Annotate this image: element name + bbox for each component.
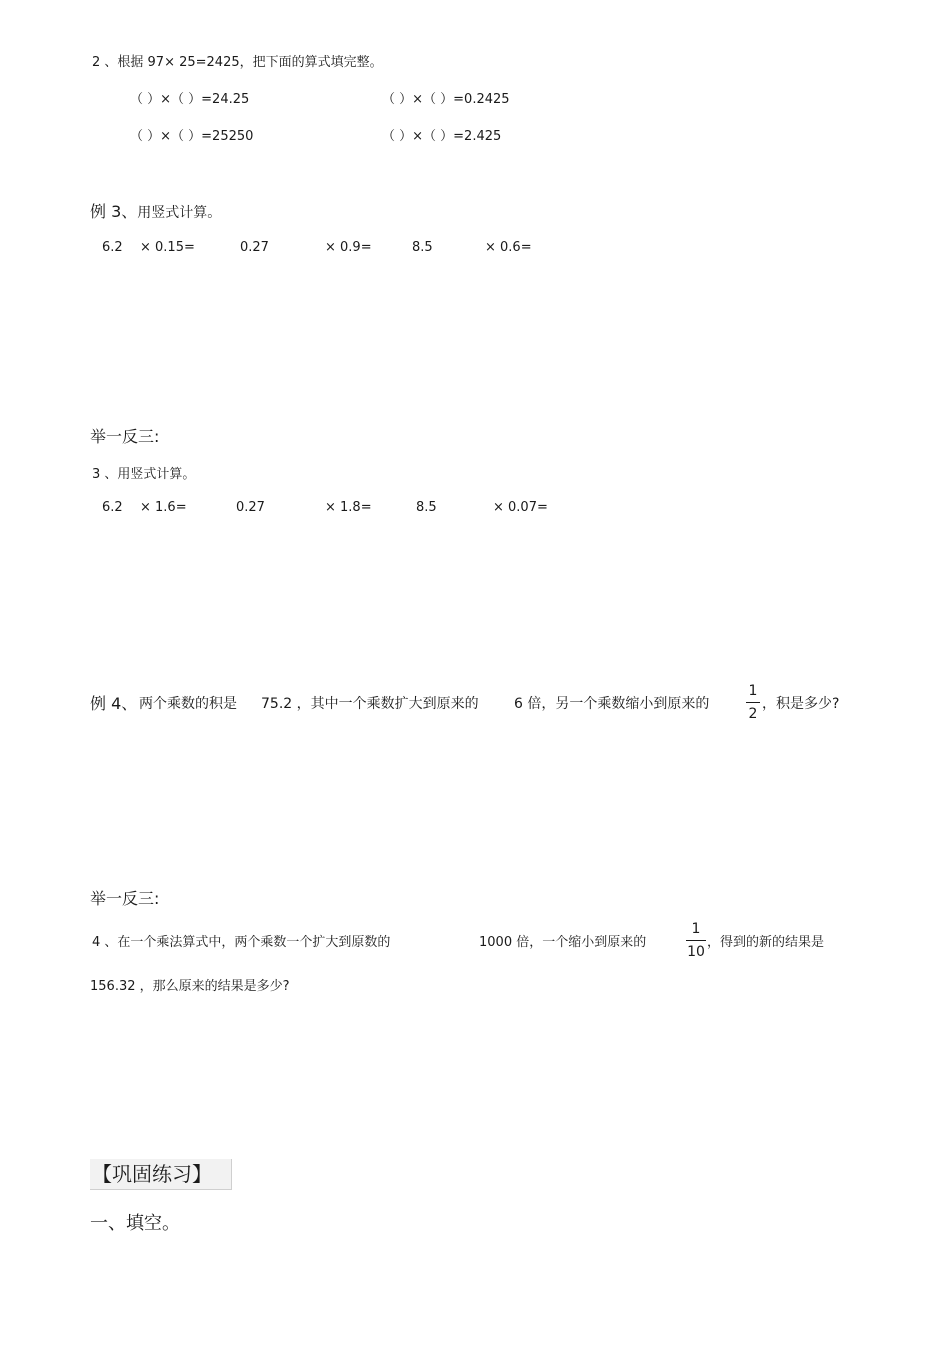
fraction-denominator: 10 (687, 944, 705, 960)
q2-prompt: 2 、根据 97× 25=2425，把下面的算式填完整。 (92, 55, 383, 70)
q2-blank-4: （ ）×（ ）=2.425 (382, 129, 502, 144)
example-4-label: 例 4、 (90, 694, 138, 713)
example-4-seg1: 两个乘数的积是 (139, 696, 237, 712)
example-4-fraction (746, 682, 760, 723)
ex3-item-3-a: 8.5 (412, 240, 433, 255)
example-3-heading (90, 199, 221, 222)
example-3-text: 用竖式计算。 (137, 205, 222, 221)
p1-item-1-b: × 1.6= (140, 500, 187, 515)
example-4-num2: 6 倍，另一个乘数缩小到原来的 (514, 696, 710, 712)
p1-item-3-a: 8.5 (416, 500, 437, 515)
p1-item-3-b: × 0.07= (493, 500, 548, 515)
section-fill-blank: 一、填空。 (90, 1213, 180, 1234)
practice-2-tail: ，得到的新的结果是 (707, 935, 825, 950)
fraction-bar (686, 940, 706, 941)
ex3-item-2-b: × 0.9= (325, 240, 372, 255)
p1-item-2-b: × 1.8= (325, 500, 372, 515)
consolidation-title: 【巩固练习】 (90, 1159, 232, 1190)
fraction-bar (746, 702, 760, 703)
practice-2-title: 举一反三: (90, 889, 160, 908)
example-4-tail: ，积是多少? (762, 696, 840, 712)
example-3-label: 例 3、 (90, 202, 138, 221)
fraction-denominator: 2 (748, 706, 758, 722)
fraction-numerator: 1 (691, 921, 701, 937)
ex3-item-1-a: 6.2 (102, 240, 123, 255)
practice-1-prompt: 3 、用竖式计算。 (92, 467, 196, 482)
ex3-item-1-b: × 0.15= (140, 240, 195, 255)
p1-item-2-a: 0.27 (236, 500, 265, 515)
q2-blank-2: （ ）×（ ）=0.2425 (382, 92, 510, 107)
practice-2-seg1: 4 、在一个乘法算式中，两个乘数一个扩大到原数的 (92, 935, 391, 950)
practice-1-title: 举一反三: (90, 427, 160, 446)
q2-blank-1: （ ）×（ ）=24.25 (130, 92, 250, 107)
ex3-item-3-b: × 0.6= (485, 240, 532, 255)
practice-2-line2: 156.32 ，那么原来的结果是多少? (90, 979, 290, 994)
p1-item-1-a: 6.2 (102, 500, 123, 515)
fraction-numerator: 1 (748, 683, 758, 699)
q2-blank-3: （ ）×（ ）=25250 (130, 129, 254, 144)
ex3-item-2-a: 0.27 (240, 240, 269, 255)
example-4-num1: 75.2 ，其中一个乘数扩大到原来的 (261, 696, 479, 712)
practice-2-seg2: 1000 倍，一个缩小到原来的 (479, 935, 647, 950)
practice-2-fraction (686, 920, 706, 961)
